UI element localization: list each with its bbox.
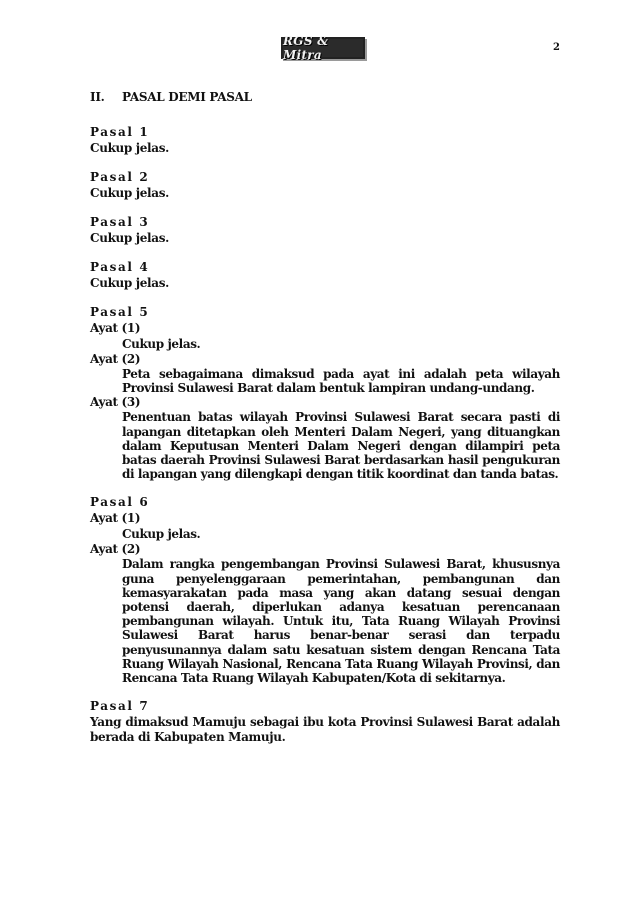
section-heading <box>90 90 560 104</box>
document-body <box>90 90 560 758</box>
section-number: II. <box>90 90 105 104</box>
pasal-1 <box>90 124 560 156</box>
ayat-text: Dalam rangka pengembangan Provinsi Sulawesi Barat, khususnya guna penyelenggaraan pemerintahan, pembangunan dan kemasyarakatan pada masa yang akan datang sesuai dengan potensi daerah, diperlukan adanya kesatuan perencanaan pembangunan wilayah. Untuk itu, Tata Ruang Wilayah Provinsi Sulawesi Barat harus benar-benar serasi dan terpadu penyusunannya dalam satu kesatuan sistem dengan Rencana Tata Ruang Wilayah Nasional, Rencana Tata Ruang Wilayah Provinsi, dan Rencana Tata Ruang Wilayah Kabupaten/Kota di sekitarnya. <box>122 557 560 686</box>
pasal-7 <box>90 698 560 745</box>
pasal-text: Cukup jelas. <box>90 186 169 200</box>
pasal-title: Pasal 3 <box>90 215 150 229</box>
logo-text: RGS & Mitra <box>283 34 329 62</box>
pasal-title: Pasal 1 <box>90 125 150 139</box>
ayat-label: Ayat (1) <box>90 511 141 526</box>
pasal-text: Yang dimaksud Mamuju sebagai ibu kota Provinsi Sulawesi Barat adalah berada di Kabupaten Mamuju. <box>90 715 560 745</box>
pasal-2 <box>90 169 560 201</box>
pasal-title: Pasal 5 <box>90 305 150 319</box>
pasal-text: Cukup jelas. <box>90 276 169 290</box>
ayat-text: Cukup jelas. <box>122 337 201 351</box>
pasal-3 <box>90 214 560 246</box>
pasal-title: Pasal 6 <box>90 495 150 510</box>
pasal-4 <box>90 259 560 291</box>
pasal-text: Cukup jelas. <box>90 231 169 245</box>
section-title: PASAL DEMI PASAL <box>122 90 252 104</box>
pasal-title: Pasal 7 <box>90 699 150 714</box>
pasal-title: Pasal 4 <box>90 260 150 274</box>
publisher-logo <box>281 34 365 62</box>
pasal-title: Pasal 2 <box>90 170 150 184</box>
ayat-label: Ayat (2) <box>90 542 141 557</box>
pasal-6 <box>90 494 560 685</box>
ayat-text: Peta sebagaimana dimaksud pada ayat ini adalah peta wilayah Provinsi Sulawesi Barat dalam bentuk lampiran undang-undang. <box>122 367 560 396</box>
ayat-label: Ayat (3) <box>90 395 141 410</box>
ayat-text: Penentuan batas wilayah Provinsi Sulawesi Barat secara pasti di lapangan ditetapkan oleh Menteri Dalam Negeri, yang dituangkan dalam Keputusan Menteri Dalam Negeri dengan dilampiri peta batas daerah Provinsi Sulawesi Barat berdasarkan hasil pengukuran di lapangan yang dilengkapi dengan titik koordinat dan tanda batas. <box>122 410 560 482</box>
pasal-text: Cukup jelas. <box>90 141 169 155</box>
ayat-text: Cukup jelas. <box>122 527 201 542</box>
ayat-label: Ayat (1) <box>90 321 141 335</box>
pasal-5 <box>90 304 560 481</box>
ayat-label: Ayat (2) <box>90 352 141 366</box>
page-number: 2 <box>553 42 560 53</box>
